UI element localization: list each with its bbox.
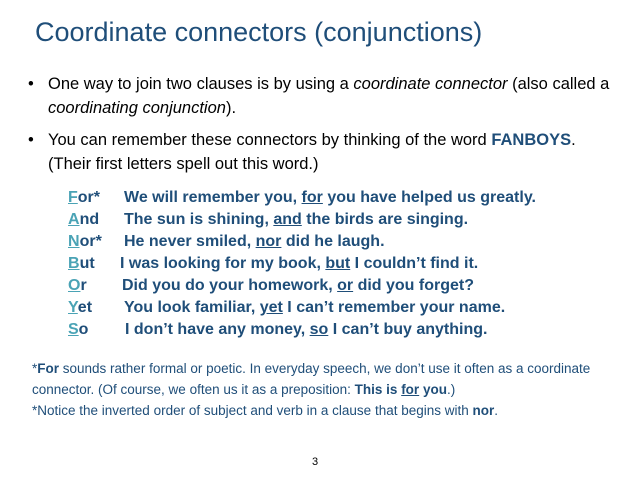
example-text: did you forget? <box>353 277 474 294</box>
example-text: the birds are singing. <box>301 211 469 228</box>
note-bold-underlined: for <box>401 382 420 397</box>
note-text: . <box>494 403 499 418</box>
connector-keyword: nor <box>255 233 282 250</box>
fanboys-row-yet <box>68 297 536 319</box>
fanboys-row-and <box>68 209 536 231</box>
connector-keyword: and <box>273 211 302 228</box>
footnote <box>32 358 622 421</box>
first-letter: S <box>68 321 79 338</box>
fanboys-row-but <box>68 253 536 275</box>
bullet-dot: • <box>28 131 34 149</box>
bullet-fanboys <box>28 128 618 176</box>
example-text: did he laugh. <box>281 233 385 250</box>
connector-keyword: so <box>309 321 329 338</box>
example-text: I don’t have any money, <box>125 321 310 338</box>
example-text: you have helped us greatly. <box>322 189 536 206</box>
first-letter: O <box>68 277 81 294</box>
fanboys-list <box>68 187 536 341</box>
note-text: .) <box>446 382 456 397</box>
connector-rest: or* <box>79 233 102 250</box>
bullet-text: . (Their first letters spell out this word.) <box>48 131 576 173</box>
bullet-dot: • <box>28 75 34 93</box>
bullet-coordinate-connector <box>28 72 618 120</box>
page-number: 3 <box>312 456 319 468</box>
note-text: sounds rather formal or poetic. In everyday speech, we don’t use it often as a coordinate connector. (Of course, we often us it as a preposition: <box>32 361 591 397</box>
connector-rest: ut <box>79 255 95 272</box>
example-text: I can’t remember your name. <box>282 299 506 316</box>
example-text: The sun is shining, <box>124 211 274 228</box>
fanboys-row-or <box>68 275 536 297</box>
connector-rest: et <box>77 299 93 316</box>
connector-rest: nd <box>79 211 100 228</box>
example-text: I was looking for my book, <box>120 255 326 272</box>
example-text: You look familiar, <box>124 299 260 316</box>
note-bold: For <box>37 361 60 376</box>
example-text: He never smiled, <box>124 233 256 250</box>
bullet-text: (also called a <box>507 75 610 93</box>
connector-rest: r <box>80 277 87 294</box>
example-text: Did you do your homework, <box>122 277 338 294</box>
fanboys-row-so <box>68 319 536 341</box>
note-bold: nor <box>472 403 495 418</box>
note-text: *Notice the inverted order of subject and verb in a clause that begins with <box>32 403 473 418</box>
first-letter: N <box>68 233 80 250</box>
example-text: I couldn’t find it. <box>350 255 479 272</box>
note-text: * <box>32 361 38 376</box>
connector-keyword: or <box>337 277 354 294</box>
slide-title: Coordinate connectors (conjunctions) <box>35 17 483 47</box>
fanboys-word: FANBOYS <box>491 131 572 149</box>
fanboys-row-for <box>68 187 536 209</box>
bullet-italic-term: coordinating conjunction <box>48 99 226 117</box>
note-bold: This is <box>354 382 402 397</box>
bullet-text: You can remember these connectors by thinking of the word <box>48 131 492 149</box>
note-bold: you <box>419 382 447 397</box>
footnote-for <box>32 358 622 400</box>
example-text: I can’t buy anything. <box>328 321 488 338</box>
fanboys-row-nor <box>68 231 536 253</box>
footnote-nor <box>32 400 622 421</box>
first-letter: Y <box>68 299 78 316</box>
bullet-text: One way to join two clauses is by using a <box>48 75 354 93</box>
first-letter: A <box>68 211 80 228</box>
connector-rest: o <box>78 321 89 338</box>
example-text: We will remember you, <box>124 189 302 206</box>
first-letter: B <box>68 255 80 272</box>
bullet-text: ). <box>225 99 237 117</box>
connector-rest: or* <box>77 189 101 206</box>
connector-keyword: but <box>325 255 351 272</box>
connector-keyword: yet <box>259 299 283 316</box>
first-letter: F <box>68 189 78 206</box>
connector-keyword: for <box>301 189 323 206</box>
bullet-italic-term: coordinate connector <box>353 75 508 93</box>
